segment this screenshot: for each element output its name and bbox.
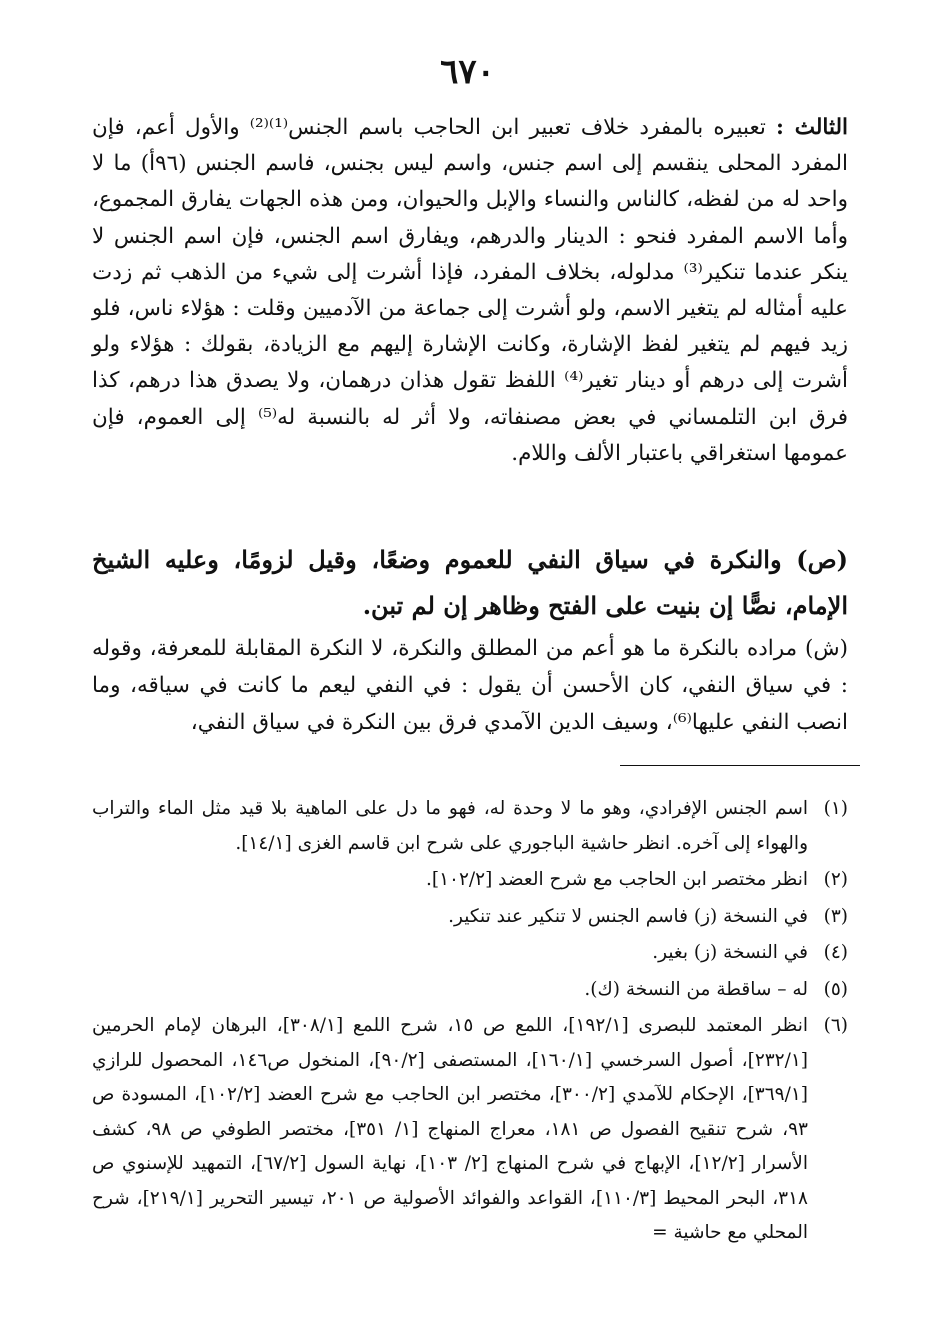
footnote-text: في النسخة (ز) فاسم الجنس لا تنكير عند تنكير. (448, 905, 808, 927)
footnote-number: (٦) (823, 1015, 848, 1036)
footnote-text: انظر المعتمد للبصرى [١٩٢/١]، اللمع ص ١٥، شرح اللمع [٣٠٨/١]، البرهان لإمام الحرمين [٢٣٢/١]، أصول السرخسي [١٦٠/١]، المستصفى [٩٠/٢]، المنخول ص١٤٦، المحصول للرازي [٣٦٩/١]، الإحكام للآمدي [٣٠٠/٢]، مختصر ابن الحاجب مع شرح العضد [١٠٢/٢]، المسودة ص ٩٣، شرح تنقيح الفصول ص ١٨١، معراج المنهاج [١/ ٣٥١]، مختصر الطوفي ص ٩٨، كشف الأسرار [١٢/٢]، الإبهاج في شرح المنهاج [٢/ ١٠٣]، نهاية السول [٦٧/٢]، التمهيد للإسنوي ص ٣١٨، البحر المحيط [١١٠/٣]، القواعد والفوائد الأصولية ص ٢٠١، تيسير التحرير [٢١٩/١]، شرح المحلي مع حاشية = (92, 1015, 809, 1243)
main-paragraph (92, 110, 848, 472)
footnote-text: في النسخة (ز) بغير. (652, 942, 808, 963)
footnote (92, 936, 848, 971)
sharh-text: (ش) مراده بالنكرة ما هو أعم من المطلق والنكرة، لا النكرة المقابلة للمعرفة، وقوله : في سياق النفي، كان الأحسن أن يقول : في النفي ليعم ما كانت في سياقه، وما انصب النفي عليها⁽⁶⁾، وسيف الدين الآمدي فرق بين النكرة في سياق النفي، (92, 636, 848, 735)
footnote-text: له – ساقطة من النسخة (ك). (584, 978, 808, 1000)
footnote-separator (620, 765, 860, 766)
page-number: ٦٧٠ (440, 52, 495, 92)
footnote (92, 1009, 848, 1251)
paragraph-text: تعبيره بالمفرد خلاف تعبير ابن الحاجب باسم الجنس⁽¹⁾⁽²⁾ والأول أعم، فإن المفرد المحلى ينقسم إلى اسم جنس، واسم ليس بجنس، فاسم الجنس (٩٦أ) ما لا واحد له من لفظه، كالناس والنساء والإبل والحيوان، ومن هذه الجهات يفارق المجموع، وأما الاسم المفرد فنحو : الدينار والدرهم، ويفارق اسم الجنس، فإن اسم الجنس لا ينكر عندما تنكير⁽³⁾ مدلوله، بخلاف المفرد، فإذا أشرت إلى شيء من الذهب ثم زدت عليه أمثاله لم يتغير الاسم، ولو أشرت إلى جماعة من الآدميين وقلت : هؤلاء ناس، فلو زيد فيهم لم يتغير لفظ الإشارة، وكانت الإشارة إليهم مع الزيادة، بقولك : هؤلاء ولو أشرت إلى درهم أو دينار تغير⁽⁴⁾ اللفظ تقول هذان درهمان، ولا يصدق هذا درهم، كذا فرق ابن التلمساني في بعض مصنفاته، ولا أثر له بالنسبة له⁽⁵⁾ إلى العموم، فإن عمومها استغراقي باعتبار الألف واللام. (92, 115, 848, 466)
footnote-number: (٣) (823, 905, 848, 927)
footnote-number: (٥) (823, 978, 848, 1000)
footnote (92, 792, 848, 861)
footnote (92, 900, 848, 935)
footnote-number: (١) (823, 798, 848, 819)
paragraph-lead: الثالث : (776, 115, 848, 140)
footnote-text: اسم الجنس الإفرادي، وهو ما لا وحدة له، فهو ما دل على الماهية بلا قيد مثل الماء والتراب والهواء إلى آخره. انظر حاشية الباجوري على شرح ابن قاسم الغزى [١٤/١]. (92, 798, 808, 854)
footnote-number: (٤) (823, 942, 848, 963)
footnote-number: (٢) (823, 869, 848, 890)
footnote (92, 973, 848, 1008)
footnotes (92, 792, 848, 1253)
footnote (92, 863, 848, 898)
footnote-text: انظر مختصر ابن الحاجب مع شرح العضد [١٠٢/٢]. (425, 869, 808, 890)
matn-text: (ص) والنكرة في سياق النفي للعموم وضعًا، وقيل لزومًا، وعليه الشيخ الإمام، نصًّا إن بنيت على الفتح وظاهر إن لم تبن. (92, 545, 848, 620)
